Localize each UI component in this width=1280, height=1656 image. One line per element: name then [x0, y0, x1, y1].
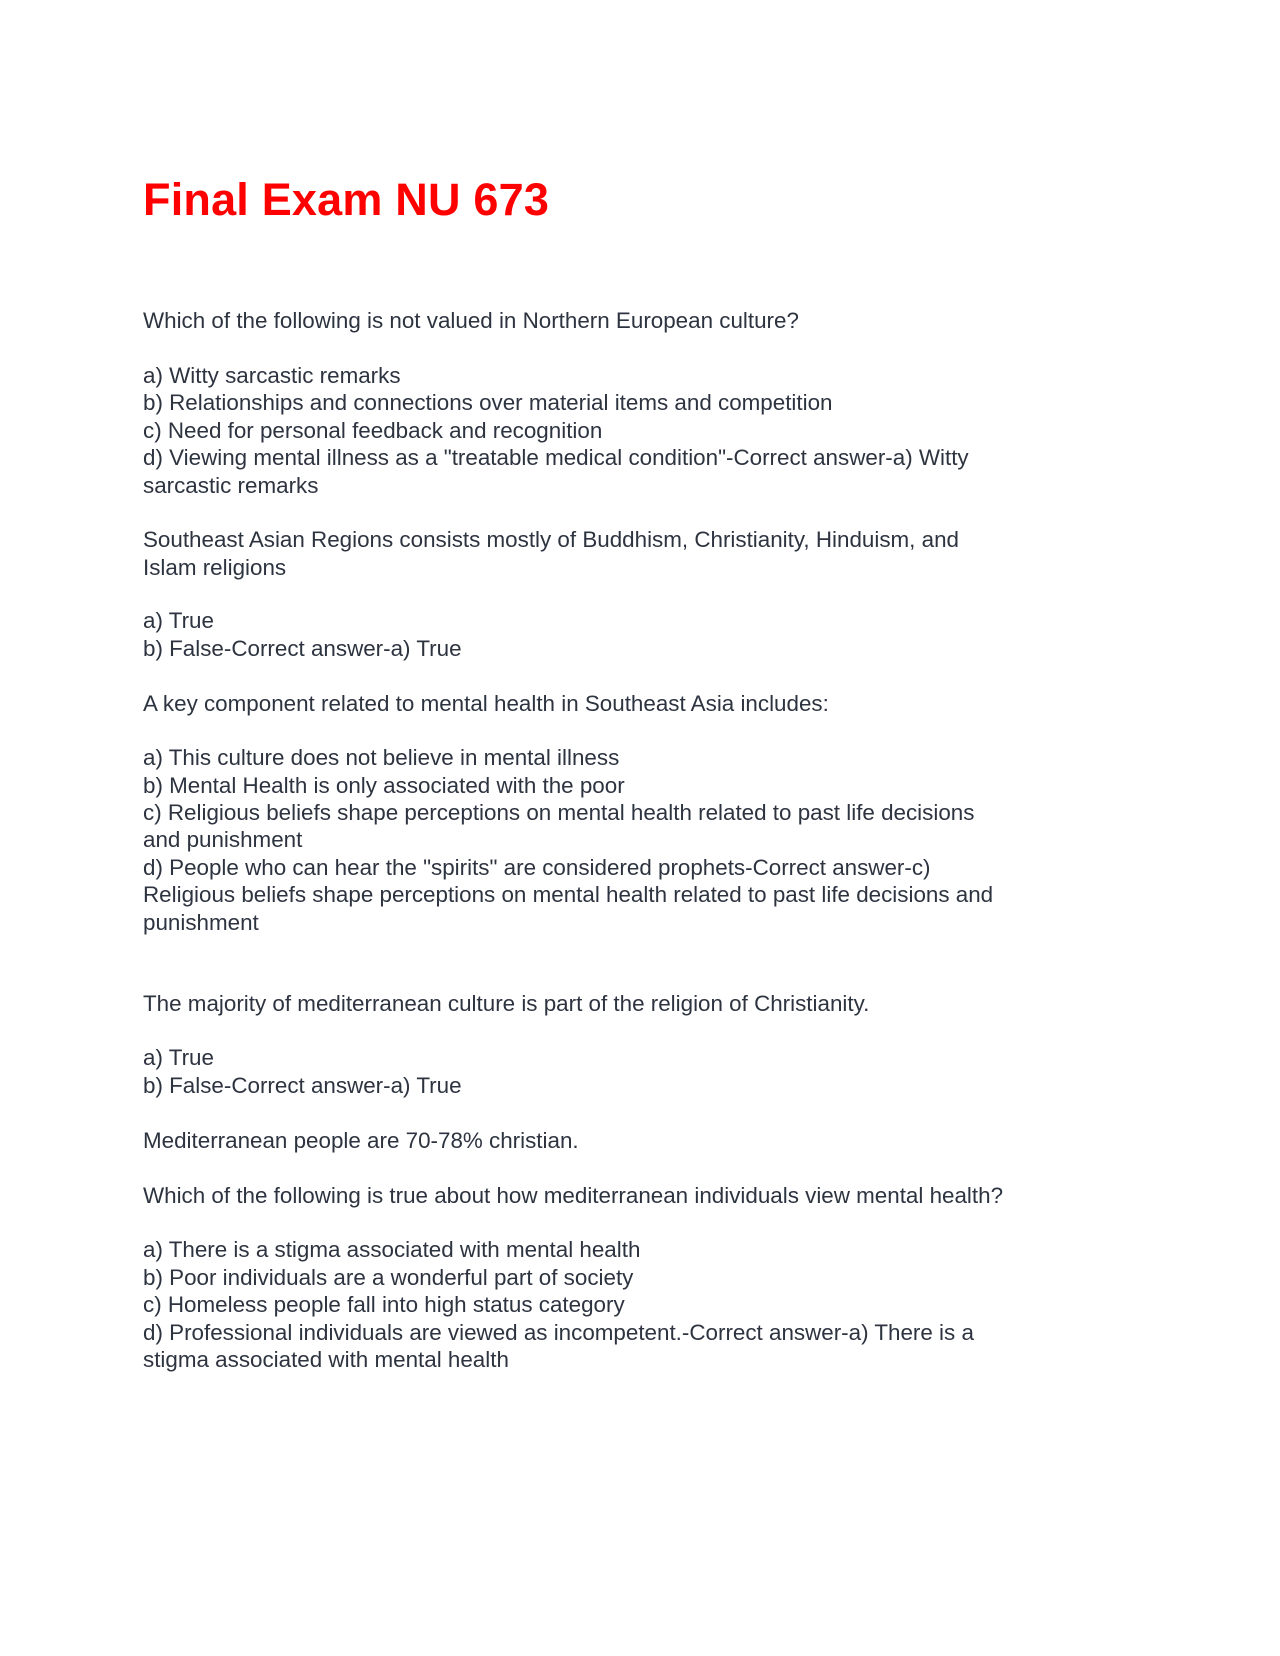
correct-answer-text: Religious beliefs shape perceptions on mental health related to past life decisions and: [143, 882, 994, 907]
question-prompt: Islam religions: [143, 555, 287, 580]
question-prompt: Southeast Asian Regions consists mostly of Buddhism, Christianity, Hinduism, and: [143, 527, 959, 552]
answer-option: b) Relationships and connections over material items and competition: [143, 390, 833, 415]
correct-answer-text: punishment: [143, 910, 259, 935]
question-prompt: A key component related to mental health in Southeast Asia includes:: [143, 691, 829, 716]
answer-option: d) People who can hear the "spirits" are considered prophets-Correct answer-c): [143, 855, 931, 880]
correct-answer-text: sarcastic remarks: [143, 473, 319, 498]
answer-option: c) Need for personal feedback and recognition: [143, 418, 603, 443]
answer-option: a) True: [143, 1045, 214, 1070]
question-prompt: Which of the following is not valued in Northern European culture?: [143, 308, 799, 333]
answer-option: d) Professional individuals are viewed as incompetent.-Correct answer-a) There is a: [143, 1320, 974, 1345]
correct-answer-text: stigma associated with mental health: [143, 1347, 509, 1372]
question-prompt: Which of the following is true about how mediterranean individuals view mental health?: [143, 1183, 1004, 1208]
page-title: Final Exam NU 673: [143, 174, 550, 225]
answer-option: b) Poor individuals are a wonderful part of society: [143, 1265, 634, 1290]
answer-option: b) False-Correct answer-a) True: [143, 1073, 462, 1098]
note-text: Mediterranean people are 70-78% christian.: [143, 1128, 579, 1153]
answer-option: b) Mental Health is only associated with the poor: [143, 773, 625, 798]
answer-option: a) There is a stigma associated with mental health: [143, 1237, 641, 1262]
answer-option: a) This culture does not believe in mental illness: [143, 745, 620, 770]
question-prompt: The majority of mediterranean culture is part of the religion of Christianity.: [143, 991, 870, 1016]
answer-option: a) Witty sarcastic remarks: [143, 363, 401, 388]
answer-option: b) False-Correct answer-a) True: [143, 636, 462, 661]
answer-option: and punishment: [143, 827, 303, 852]
answer-option: c) Religious beliefs shape perceptions on mental health related to past life decisions: [143, 800, 975, 825]
answer-option: d) Viewing mental illness as a "treatable medical condition"-Correct answer-a) Witty: [143, 445, 969, 470]
answer-option: a) True: [143, 608, 214, 633]
answer-option: c) Homeless people fall into high status category: [143, 1292, 625, 1317]
